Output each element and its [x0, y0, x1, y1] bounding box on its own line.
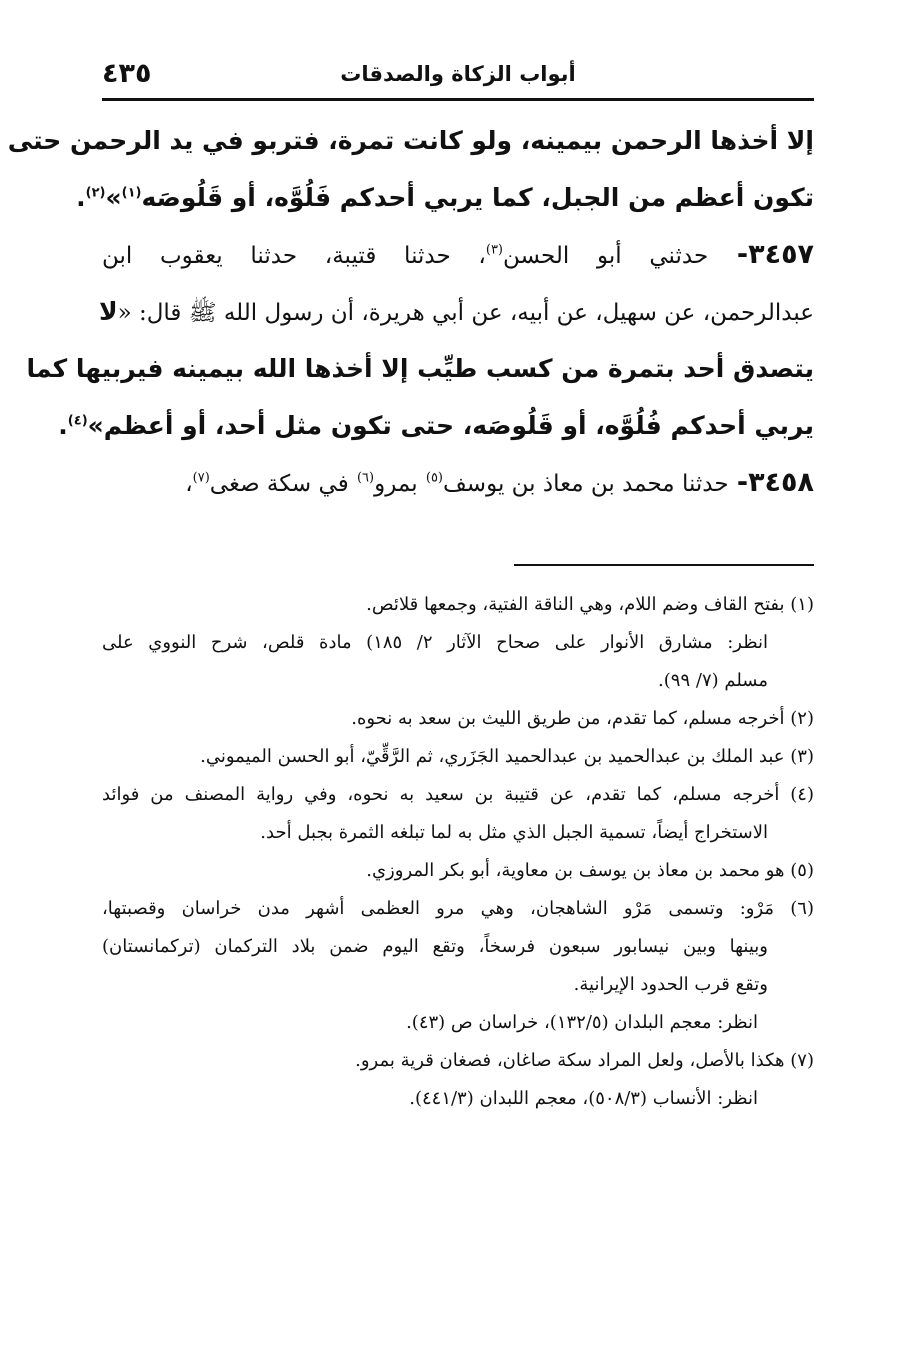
hadith-text: لا	[98, 297, 118, 326]
hadith-number: ٣٤٥٧-	[736, 239, 815, 270]
quote-close: »	[105, 183, 122, 212]
hadith-text: إلا أخذها الرحمن بيمينه، ولو كانت تمرة، فتربو في يد الرحمن حتى	[7, 126, 814, 155]
footnotes	[102, 586, 814, 1118]
isnad-text: حدثني أبو الحسن	[503, 243, 709, 269]
header-rule	[102, 98, 814, 101]
footnote-7: (٧) هكذا بالأصل، ولعل المراد سكة صاغان، فصغان قرية بمرو.	[355, 1050, 814, 1071]
footnote-6-cont: وتقع قرب الحدود الإيرانية.	[573, 974, 768, 995]
footnote-7-cont: انظر: الأنساب (٥٠٨/٣)، معجم اللبدان (٤٤١/٣).	[409, 1088, 758, 1109]
footnote-ref[interactable]: (٥)	[425, 470, 443, 486]
footnote-ref[interactable]: (٢)	[85, 185, 106, 201]
footnote-3: (٣) عبد الملك بن عبدالحميد بن عبدالحميد الجَزَري، ثم الرَّقِّيّ، أبو الحسن الميموني.	[200, 746, 814, 767]
isnad-text: ، حدثنا قتيبة، حدثنا يعقوب ابن	[102, 243, 486, 269]
footnote-6: (٦) مَرْو: وتسمى مَرْو الشاهجان، وهي مرو العظمى أشهر مدن خراسان وقصبتها،	[102, 898, 814, 919]
page-number: ٤٣٥	[102, 58, 152, 89]
hadith-text: يربي أحدكم فُلُوَّه، أو قَلُوصَه، حتى تكون مثل أحد، أو أعظم	[103, 411, 814, 440]
footnote-4-cont: الاستخراج أيضاً، تسمية الجبل الذي مثل به لما تبلغه الثمرة بجبل أحد.	[260, 822, 768, 843]
hadith-text: تكون أعظم من الجبل، كما يربي أحدكم فَلُوَّه، أو قَلُوصَه	[141, 183, 814, 212]
footnote-separator	[514, 564, 814, 566]
isnad-text: عبدالرحمن، عن سهيل، عن أبيه، عن أبي هريرة، أن رسول الله ﷺ قال: «	[117, 300, 814, 326]
footnote-6-cont: وبينها وبين نيسابور سبعون فرسخاً، وتقع اليوم ضمن بلاد التركمان (تركمانستان)	[102, 936, 768, 957]
main-text	[7, 112, 815, 511]
running-header	[102, 58, 814, 98]
footnote-ref[interactable]: (٤)	[67, 413, 88, 429]
footnote-ref[interactable]: (٦)	[356, 470, 375, 486]
quote-close: »	[87, 411, 104, 440]
punctuation: .	[58, 411, 68, 440]
punctuation: .	[76, 183, 86, 212]
footnote-6-cont: انظر: معجم البلدان (١٣٢/٥)، خراسان ص (٤٣).	[406, 1012, 758, 1033]
main-line-4	[98, 283, 814, 340]
main-line-1	[7, 112, 814, 169]
main-line-5	[26, 340, 814, 397]
footnote-ref[interactable]: (٧)	[192, 470, 210, 486]
hadith-number: ٣٤٥٨-	[736, 467, 814, 498]
footnote-2: (٢) أخرجه مسلم، كما تقدم، من طريق الليث بن سعد به نحوه.	[351, 708, 814, 729]
main-line-7	[102, 454, 814, 511]
header-title: أبواب الزكاة والصدقات	[340, 62, 576, 86]
footnote-ref[interactable]: (١)	[121, 185, 142, 201]
footnote-1-cont: مسلم (٧/ ٩٩).	[658, 670, 768, 691]
footnote-5: (٥) هو محمد بن معاذ بن يوسف بن معاوية، أبو بكر المروزي.	[366, 860, 814, 881]
footnote-1: (١) بفتح القاف وضم اللام، وهي الناقة الفتية، وجمعها قلائص.	[366, 594, 814, 615]
main-line-6	[58, 397, 814, 454]
isnad-text: في سكة صغى	[209, 471, 349, 497]
footnote-ref[interactable]: (٣)	[485, 242, 503, 258]
main-line-2	[76, 169, 814, 226]
punctuation: ،	[185, 471, 193, 497]
footnote-4: (٤) أخرجه مسلم، كما تقدم، عن قتيبة بن سعيد به نحوه، وفي رواية المصنف من فوائد	[102, 784, 814, 805]
isnad-text: حدثنا محمد بن معاذ بن يوسف	[443, 471, 729, 497]
main-line-3	[102, 226, 814, 283]
hadith-text: يتصدق أحد بتمرة من كسب طيِّب إلا أخذها الله بيمينه فيربيها كما	[26, 354, 814, 383]
footnote-1-cont: انظر: مشارق الأنوار على صحاح الآثار ٢/ ١٨٥) مادة قلص، شرح النووي على	[102, 632, 768, 653]
isnad-text: بمرو	[374, 471, 418, 497]
